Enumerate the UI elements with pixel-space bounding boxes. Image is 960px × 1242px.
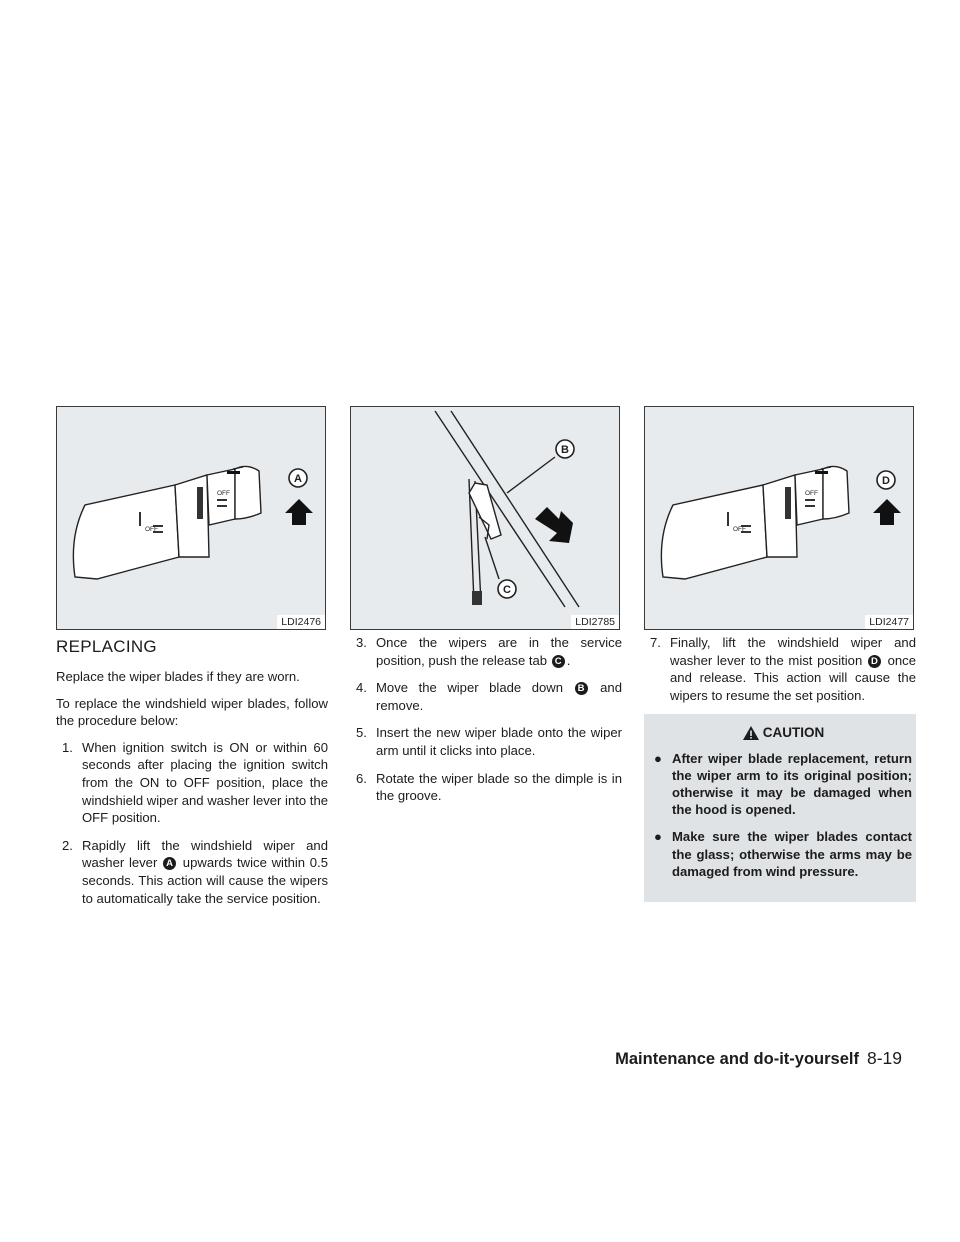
figure-code: LDI2785 [571, 615, 619, 629]
steps-list [644, 634, 916, 704]
callout-ref: A [163, 857, 176, 870]
callout-a [289, 469, 307, 487]
svg-text:A: A [294, 473, 302, 485]
callout-d [877, 471, 895, 489]
up-arrow-icon [873, 499, 901, 525]
caution-title: CAUTION [762, 725, 825, 741]
callout-c [498, 580, 516, 598]
svg-text:C: C [503, 584, 511, 596]
figure-code: LDI2476 [277, 615, 325, 629]
step-text: When ignition switch is ON or within 60 seconds after placing the ignition switch from the ON to OFF position, place the windshield wiper and washer lever into the OFF position. [82, 739, 329, 826]
figure-code: LDI2477 [865, 615, 913, 629]
step-text: Insert the new wiper blade onto the wiper arm until it clicks into place. [376, 725, 622, 758]
svg-text:D: D [882, 475, 890, 487]
svg-text:OFF: OFF [217, 490, 230, 497]
page-footer [615, 1048, 902, 1069]
step-item: 5. Insert the new wiper blade onto the wiper arm until it clicks into place. [356, 725, 622, 758]
caution-box [644, 714, 916, 902]
callout-ref: B [575, 682, 588, 695]
step-item: 6. Rotate the wiper blade so the dimple is in the groove. [356, 770, 622, 804]
figure-lever-mist [644, 406, 914, 630]
wiper-blade-illustration [351, 407, 620, 630]
text-column-3 [644, 634, 916, 902]
steps-list [350, 634, 622, 805]
caution-item: ● After wiper blade replacement, return the wiper arm to its original position; otherwise it may be damaged when the hood is opened. [654, 750, 912, 818]
figure-lever-service [56, 406, 326, 630]
svg-text:OFF: OFF [805, 490, 818, 497]
callout-ref: C [552, 655, 565, 668]
step-item: 3. Once the wipers are in the service position, push the release tab C . [356, 635, 622, 668]
figure-wiper-blade [350, 406, 620, 630]
steps-list [56, 739, 328, 907]
svg-text:OFF: OFF [733, 526, 746, 533]
intro-paragraph: Replace the wiper blades if they are worn. [56, 669, 300, 684]
svg-text:OFF: OFF [145, 526, 158, 533]
page-number: 8-19 [866, 1048, 902, 1068]
callout-b [556, 440, 574, 458]
caution-header [654, 724, 912, 741]
text-column-2 [350, 634, 622, 815]
step-item: 7. Finally, lift the windshield wiper and washer lever to the mist position D once and release. This action will cause the wipers to resume the set position. [650, 635, 917, 703]
text-column-1 [56, 634, 328, 917]
caution-item: ● Make sure the wiper blades contact the glass; otherwise the arms may be damaged from wind pressure. [654, 829, 912, 879]
step-item: 1. When ignition switch is ON or within 60 seconds after placing the ignition switch from the ON to OFF position, place the windshield wiper and washer lever into the OFF position. [62, 739, 329, 826]
section-heading: REPLACING [56, 637, 157, 656]
step-item: 2. Rapidly lift the windshield wiper and washer lever A upwards twice within 0.5 seconds. This action will cause the wipers to automatically take the service position. [62, 837, 328, 906]
warning-triangle-icon [742, 725, 760, 741]
diagonal-arrow-icon [535, 507, 573, 543]
callout-ref: D [868, 655, 881, 668]
wiper-lever-illustration [645, 407, 914, 630]
caution-list [654, 750, 912, 880]
intro-paragraph: To replace the windshield wiper blades, follow the procedure below: [56, 695, 328, 729]
wiper-lever-illustration [57, 407, 326, 630]
up-arrow-icon [285, 499, 313, 525]
step-item: 4. Move the wiper blade down B and remove. [356, 680, 622, 713]
svg-text:B: B [561, 444, 569, 456]
step-text: Rotate the wiper blade so the dimple is in the groove. [376, 770, 622, 804]
footer-section-title: Maintenance and do-it-yourself [615, 1050, 859, 1068]
